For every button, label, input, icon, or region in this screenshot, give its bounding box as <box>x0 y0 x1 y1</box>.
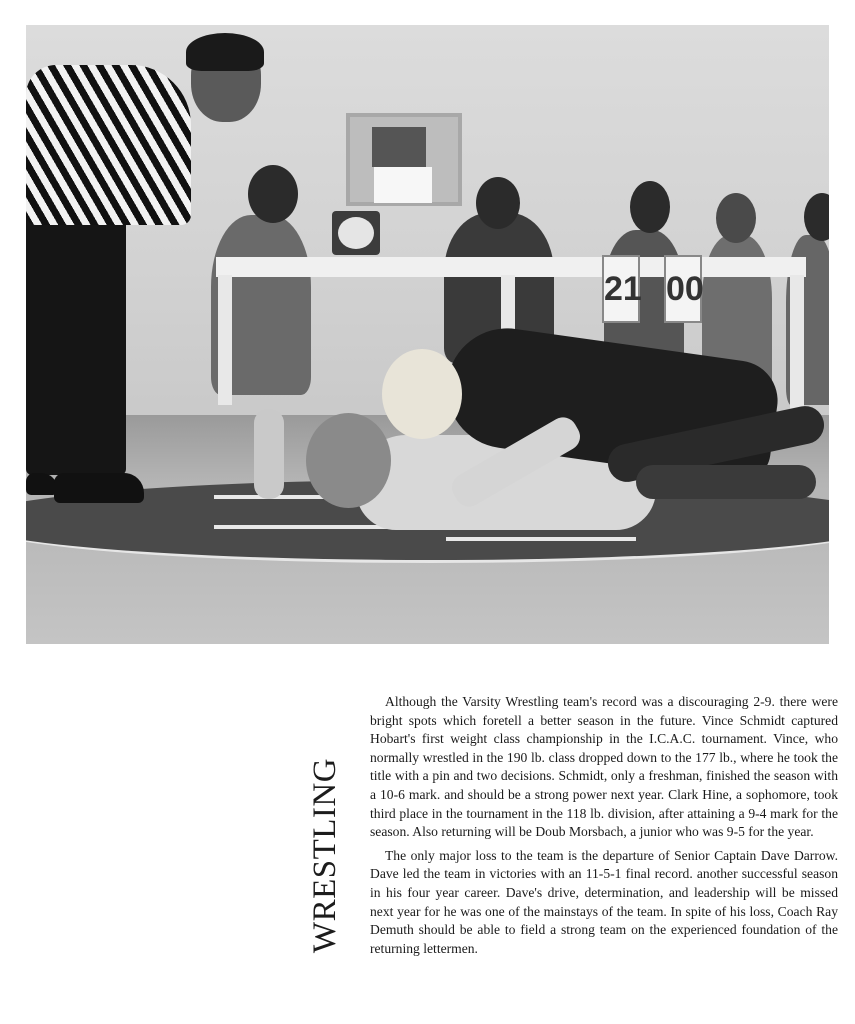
spectator-head <box>630 181 670 233</box>
wrestling-photo <box>26 25 829 644</box>
match-clock <box>332 211 380 255</box>
wall-bulletin-board <box>346 113 462 206</box>
score-card-left: 21 <box>602 255 640 323</box>
score-card-right: 00 <box>664 255 702 323</box>
referee-shirt <box>26 65 191 225</box>
article-body <box>370 693 838 963</box>
top-wrestler-head <box>382 349 462 439</box>
scorers-table <box>216 257 806 277</box>
article-paragraph: The only major loss to the team is the departure of Senior Captain Dave Darrow. Dave led the team in victories with an 11-5-1 final record. another successful season in his four year career. Dave's drive, determination, and leadership will be missed next year for he was one of the mainstays of the team. In spite of his loss, Coach Ray Demuth should be able to field a strong team on the experienced foundation of the returning lettermen. <box>370 847 838 956</box>
section-heading <box>300 735 352 975</box>
heading-text: WRESTLING <box>307 757 344 953</box>
spectator-head <box>716 193 756 243</box>
article-paragraph: Although the Varsity Wrestling team's record was a discouraging 2-9. there were bright spots which foretell a better season in the future. Vince Schmidt captured Hobart's first weight class championship in the I.C.A.C. tournament. Vince, who normally wrestled in the 190 lb. class dropped down to the 177 lb., where he took the title with a pin and two decisions. Schmidt, only a freshman, finished the season with a 10-6 mark. and should be a strong power next year. Clark Hine, a sophomore, took third place in the tournament in the 118 lb. division, after attaining a 9-4 mark for the season. Also returning will be Doub Morsbach, a junior who was 9-5 for the year. <box>370 694 838 840</box>
bottom-wrestler-head <box>306 413 391 508</box>
spectator-head <box>248 165 298 223</box>
spectator-head <box>476 177 520 229</box>
referee-pants <box>26 215 126 475</box>
referee-shoe <box>54 473 144 503</box>
